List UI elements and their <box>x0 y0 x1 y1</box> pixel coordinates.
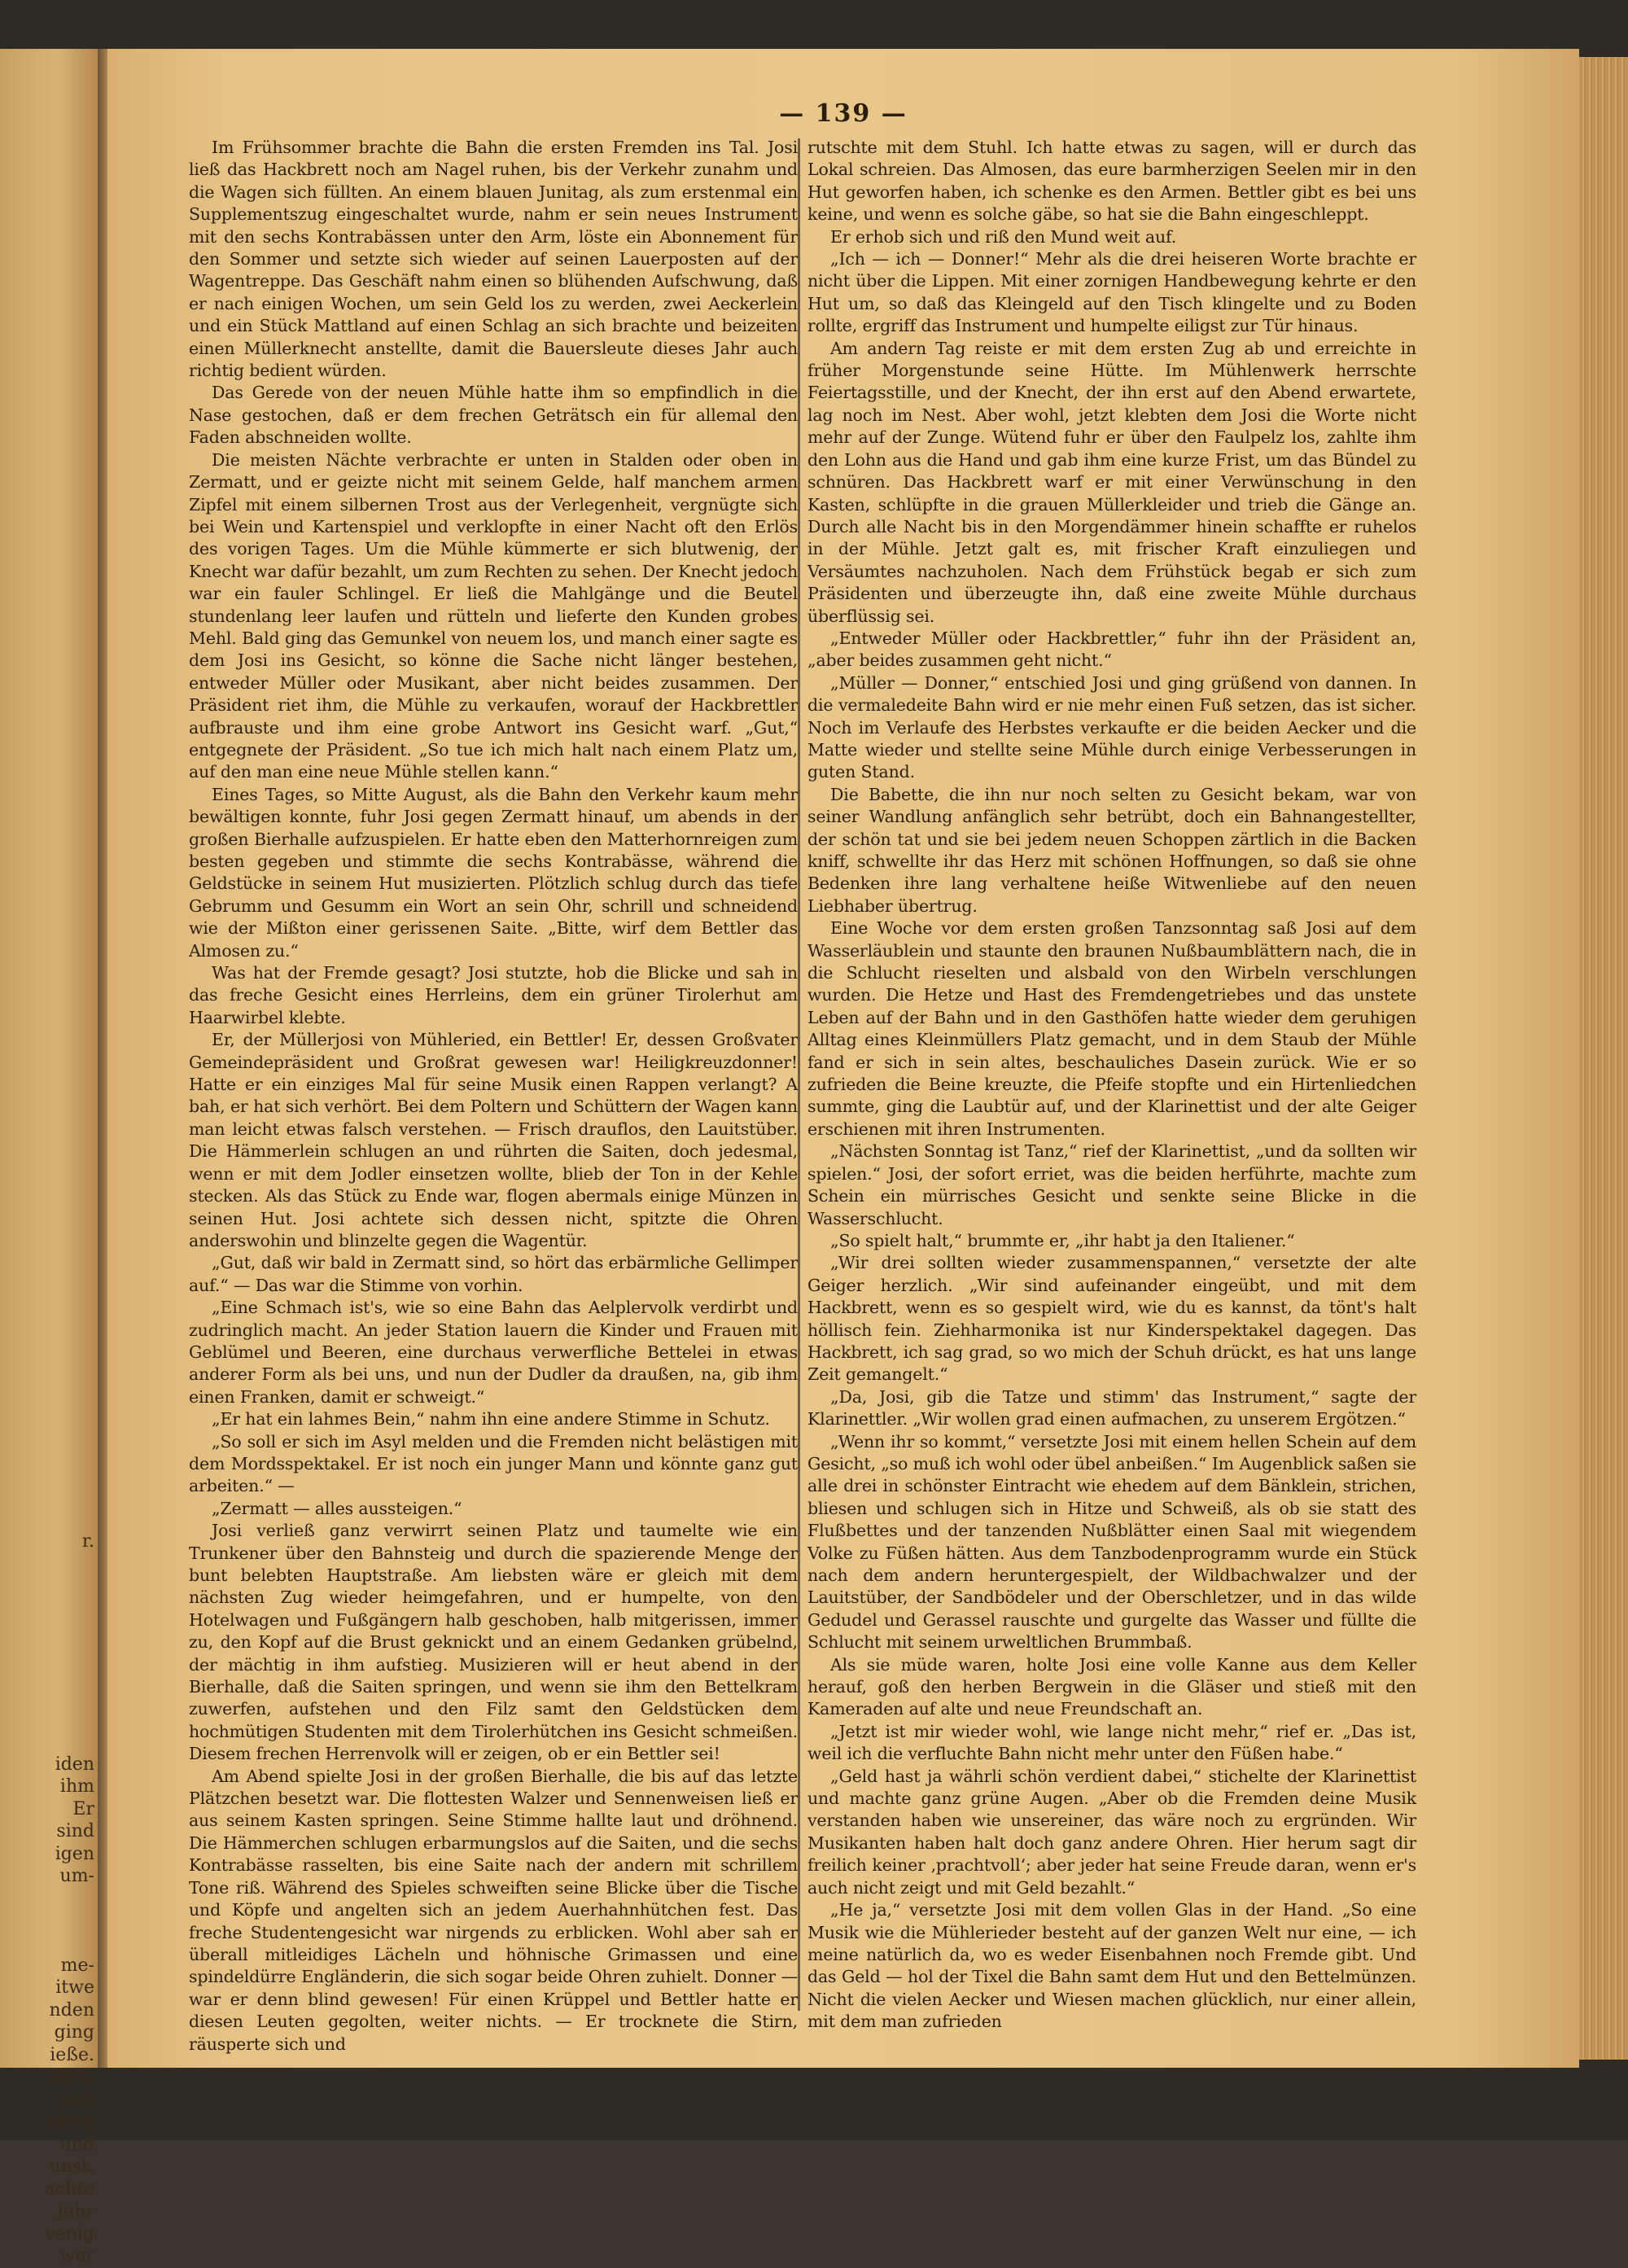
left-fragment: Jahr <box>56 2201 94 2222</box>
paragraph: „Gut, daß wir bald in Zermatt sind, so hört das erbärmliche Gellimper auf.“ — Das war die Stimme von vorhin. <box>189 1253 798 1295</box>
paragraph: „He ja,“ versetzte Josi mit dem vollen Glas in der Hand. „So eine Musik wie die Mühlerieder besteht auf der ganzen Welt nur eine, — ich meine natürlich da, wo es weder Eisenbahnen noch Fremde gibt. Und das Geld — hol der Tixel die Bahn samt dem Hut und den Bettelmünzen. Nicht die vielen Aecker und Wiesen machen glücklich, nur einer allein, mit dem man zufrieden <box>807 1900 1416 2032</box>
paragraph: Am Abend spielte Josi in der großen Bierhalle, die bis auf das letzte Plätzchen besetzt war. Die flottesten Walzer und Sennenweisen ließ er aus seinem Kasten springen. Seine Stimme hallte laut und dröhnend. Die Hämmerchen schlugen erbarmungslos auf die Saiten, und die sechs Kontrabässe rasselten, bis eine Saite nach der andern mit schrillem Tone riß. Während des Spieles schweiften seine Blicke über die Tische und Köpfe und angelten sich an jedem Auerhahnhütchen fest. Das freche Studentengesicht war nirgends zu erblicken. Wohl aber sah er überall mitleidiges Lächeln und höhnische Grimassen und eine spindeldürre Engländerin, die sich sogar beide Ohren zuhielt. Donner — war er denn blind gewesen! Für einen Krüppel und Bettler hatte er diesen Leuten gegolten, weiter nichts. — Er trocknete die Stirn, räusperte sich und <box>189 1766 798 2054</box>
paragraph: „Eine Schmach ist's, wie so eine Bahn das Aelplervolk verdirbt und zudringlich macht. An jeder Station lauern die Kinder und Frauen mit Geblümel und Beeren, eine durchaus verwerfliche Bettelei in etwas anderer Form als bei uns, und nun der Dudler da draußen, na, gib ihm einen Franken, damit er schweigt.“ <box>189 1298 798 1407</box>
paragraph: Die Babette, die ihn nur noch selten zu Gesicht bekam, war von seiner Wandlung anfänglich sehr betrübt, doch ein Bahnangestellter, der schön tat und sie bei jedem neuen Schoppen zärtlich in die Backen kniff, schwellte ihr das Herz mit schönen Hoffnungen, so daß sie ohne Bedenken ihre lang verhaltene heiße Witwenliebe auf den neuen Liebhaber übertrug. <box>807 784 1416 916</box>
paragraph: Als sie müde waren, holte Josi eine volle Kanne aus dem Keller herauf, goß den herben Bergwein in die Gläser und stieß mit den Kameraden auf alte und neue Freundschaft an. <box>807 1654 1416 1719</box>
paragraph: „Geld hast ja währli schön verdient dabei,“ stichelte der Klarinettist und machte ganz grüne Augen. „Aber ob die Fremden deine Musik verstanden haben wie unsereiner, das wäre noch zu ergründen. Wir Musikanten haben halt doch ganz andere Ohren. Hier herum sagt dir freilich keiner ‚prachtvoll‘; aber jeder hat seine Freude daran, wenn er's auch nicht zeigt und mit Geld bezahlt.“ <box>807 1766 1416 1898</box>
paragraph: Er, der Müllerjosi von Mühleried, ein Bettler! Er, dessen Großvater Gemeindepräsident und Großrat gewesen war! Heiligkreuzdonner! Hatte er ein einziges Mal für seine Musik einen Rappen verlangt? A bah, er hat sich verhört. Bei dem Poltern und Schüttern der Wagen kann man leicht etwas falsch verstehen. — Frisch drauflos, den Lauitstüber. Die Hämmerlein schlugen an und rührten die Saiten, doch jedesmal, wenn er mit dem Jodler einsetzen wollte, blieb der Ton in der Kehle stecken. Als das Stück zu Ende war, flogen abermals einige Münzen in seinen Hut. Josi achtete sich dessen nicht, spitzte die Ohren anderswohin und blinzelte gegen die Wagentür. <box>189 1030 798 1250</box>
left-fragment: achte <box>44 2178 94 2200</box>
left-fragment: glein <box>49 2067 94 2087</box>
left-fragment: nften <box>46 2112 94 2132</box>
paragraph: „Ich — ich — Donner!“ Mehr als die drei heiseren Worte brachte er nicht über die Lippen. Mit einer zornigen Handbewegung kehrte er den Hut um, so daß das Kleingeld auf den Tisch klingelte und zu Boden rollte, ergriff das Instrument und humpelte eiligst zur Tür hinaus. <box>807 249 1416 336</box>
left-fragment: itwe <box>55 1977 94 1998</box>
paragraph: Eines Tages, so Mitte August, als die Bahn den Verkehr kaum mehr bewältigen konnte, fuhr Josi gegen Zermatt hinauf, um abends in der großen Bierhalle aufzuspielen. Er hatte eben den Matterhornreigen zum besten gegeben und stimmte die sechs Kontrabässe, während die Geldstücke in seinem Hut musizierten. Plötzlich schlug durch das tiefe Gebrumm und Gesumm ein Wort an sein Ohr, schrill und schneidend wie der Mißton einer gerissenen Saite. „Bitte, wirf dem Bettler das Almosen zu.“ <box>189 784 798 961</box>
left-fragment: und <box>59 2134 94 2155</box>
text-column-right <box>807 137 1416 2034</box>
left-fragment: nden <box>49 1999 94 2021</box>
left-fragment: wer <box>59 2246 94 2266</box>
left-fragment: ging <box>54 2022 94 2043</box>
left-fragment: r. <box>81 1531 94 1552</box>
paragraph: „Wenn ihr so kommt,“ versetzte Josi mit einem hellen Schein auf dem Gesicht, „so muß ich wohl oder übel anbeißen.“ Im Augenblick saßen sie alle drei in schönster Eintracht wie ehedem auf dem Bänklein, strichen, bliesen und schlugen sich in Hitze und Schweiß, als ob sie statt des Flußbettes und der tanzenden Nußblätter einen Saal mit wiegendem Volke zu Füßen hätten. Aus dem Tanzbodenprogramm wurde ein Stück nach dem andern heruntergespielt, der Wildbachwalzer und der Lauitstüber, der Sandbödeler und der Oberschletzer, und in das wilde Gedudel und Gerassel rauschte und gurgelte das Wasser und füllte die Schlucht mit seinem urweltlichen Brummbaß. <box>807 1431 1416 1653</box>
left-fragment: um- <box>59 1866 94 1886</box>
paragraph: „So spielt halt,“ brummte er, „ihr habt ja den Italiener.“ <box>830 1230 1295 1250</box>
paragraph: „Wir drei sollten wieder zusammenspannen,“ versetzte der alte Geiger herzlich. „Wir sind aufeinander eingeübt, und mit dem Hackbrett, wenn es so gespielt wird, wie du es kannst, da tönt's halt höllisch fein. Ziehharmonika ist nur Kinderspektakel dagegen. Das Hackbrett, ich sag grad, so wo mich der Schuh drückt, es hat uns lange Zeit gemangelt.“ <box>807 1253 1416 1385</box>
left-fragment: ihm <box>59 1776 94 1797</box>
paragraph: Eine Woche vor dem ersten großen Tanzsonntag saß Josi auf dem Wasserläublein und staunte den braunen Nußbaumblättern nach, die in die Schlucht rieselten und alsbald von den Wirbeln verschlungen wurden. Die Hetze und Hast des Fremdengetriebes und das unstete Leben auf der Bahn und in den Gasthöfen hatte wieder dem geruhigen Alltag eines Kleinmüllers Platz gemacht, und in dem Staub der Mühle fand er sich in sein altes, beschauliches Dasein zurück. Wie er so zufrieden die Beine kreuzte, die Pfeife stopfte und ein Hirtenliedchen summte, ging die Laubtür auf, und der Klarinettist und der alte Geiger erschienen mit ihren Instrumenten. <box>807 918 1416 1139</box>
paragraph: rutschte mit dem Stuhl. Ich hatte etwas zu sagen, will er durch das Lokal schreien. Das Almosen, das eure barmherzigen Seelen mir in den Hut geworfen haben, ich schenke es den Armen. Bettler gibt es bei uns keine, und wenn es solche gäbe, so hat sie die Bahn eingeschleppt. <box>807 138 1416 225</box>
column-divider <box>798 138 800 2011</box>
paragraph: „Zermatt — alles aussteigen.“ <box>212 1498 462 1518</box>
book-gutter <box>98 49 107 2068</box>
page-stack-edge <box>1579 57 1628 2060</box>
paragraph: Im Frühsommer brachte die Bahn die ersten Fremden ins Tal. Josi ließ das Hackbrett noch am Nagel ruhen, bis der Verkehr zunahm und die Wagen sich füllten. An einem blauen Junitag, als zum erstenmal ein Supplementszug eingeschaltet wurde, nahm er sein neues Instrument mit den sechs Kontrabässen unter den Arm, löste ein Abonnement für den Sommer und setzte sich wieder auf seinen Lauerposten auf der Wagentreppe. Das Geschäft nahm einen so blühenden Aufschwung, daß er nach einigen Wochen, um sein Geld los zu werden, zwei Aeckerlein und ein Stück Mattland auf einen Schlag an sich brachte und beizeiten einen Müllerknecht anstellte, damit die Bauersleute dieses Jahr auch richtig bedient würden. <box>189 138 798 381</box>
paragraph: Er erhob sich und riß den Mund weit auf. <box>830 226 1177 247</box>
paragraph: „Müller — Donner,“ entschied Josi und ging grüßend von dannen. In die vermaledeite Bahn wird er nie mehr einen Fuß setzen, das ist sicher. Noch im Verlaufe des Herbstes verkaufte er die beiden Aecker und die Matte wieder und stellte seine Mühle durch einige Verbesserungen in guten Stand. <box>807 672 1416 782</box>
paragraph: Die meisten Nächte verbrachte er unten in Stalden oder oben in Zermatt, und er geizte nicht mit seinem Gelde, half manchem armen Zipfel mit einem silbernen Trost aus der Verlegenheit, vergnügte sich bei Wein und Kartenspiel und verklopfte in einer Nacht oft den Erlös des vorigen Tages. Um die Mühle kümmerte er sich blutwenig, der Knecht war dafür bezahlt, um zum Rechten zu sehen. Der Knecht jedoch war ein fauler Schlingel. Er ließ die Mahlgänge und die Beutel stundenlang leer laufen und rütteln und lieferte den Kunden grobes Mehl. Bald ging das Gemunkel von neuem los, und manch einer sagte es dem Josi ins Gesicht, so könne die Sache nicht länger bestehen, entweder Müller oder Musikant, aber nicht beides zusammen. Der Präsident riet ihm, die Mühle zu verkaufen, worauf der Hackbrettler aufbrauste und ihm eine grobe Antwort ins Gesicht warf. „Gut,“ entgegnete der Präsident. „So tue ich mich halt nach einem Platz um, auf den man eine neue Mühle stellen kann.“ <box>189 449 798 782</box>
left-fragment: iden <box>55 1754 94 1775</box>
book-page <box>107 49 1579 2068</box>
paragraph: „Jetzt ist mir wieder wohl, wie lange nicht mehr,“ rief er. „Das ist, weil ich die verfluchte Bahn nicht mehr unter den Füßen habe.“ <box>807 1721 1416 1764</box>
left-fragment: ieße. <box>50 2044 94 2065</box>
paragraph: Josi verließ ganz verwirrt seinen Platz und taumelte wie ein Trunkener über den Bahnsteig und durch die spazierende Menge der bunt belebten Hauptstraße. Am liebsten wäre er gleich mit dem nächsten Zug wieder heimgefahren, und er humpelte, von den Hotelwagen und Fußgängern halb geschoben, halb mitgerissen, immer zu, den Kopf auf die Brust geknickt und an einem Gedanken grübelnd, der mächtig in ihm aufstieg. Musizieren will er heut abend in der Bierhalle, daß die Saiten springen, und wenn sie ihm den Bettelkram zuwerfen, aufstehen und den Filz samt den Geldstücken dem hochmütigen Studenten mit dem Tirolerhütchen ins Gesicht schmeißen. Diesem frechen Herrenvolk will er zeigen, ob er ein Bettler sei! <box>189 1521 798 1764</box>
left-fragment: igen <box>55 1843 94 1864</box>
left-page-edge <box>0 49 98 2266</box>
paragraph: „Nächsten Sonntag ist Tanz,“ rief der Klarinettist, „und da sollten wir spielen.“ Josi, der sofort erriet, was die beiden herführte, machte zum Schein ein mürrisches Gesicht und senkte seine Blicke in die Wasserschlucht. <box>807 1141 1416 1228</box>
left-fragment: unst. <box>49 2156 94 2177</box>
paragraph: Was hat der Fremde gesagt? Josi stutzte, hob die Blicke und sah in das freche Gesicht eines Herrleins, dem ein grüner Tirolerhut am Haarwirbel klebte. <box>189 963 798 1027</box>
page-number: — 139 — <box>779 99 908 128</box>
left-fragment: me- <box>60 1955 94 1976</box>
paragraph: „Da, Josi, gib die Tatze und stimm' das Instrument,“ sagte der Klarinettler. „Wir wollen grad einen aufmachen, zu unserem Ergötzen.“ <box>807 1386 1416 1430</box>
paragraph: „Er hat ein lahmes Bein,“ nahm ihn eine andere Stimme in Schutz. <box>212 1409 770 1430</box>
left-page-text-fragments <box>5 1530 94 2268</box>
paragraph: Das Gerede von der neuen Mühle hatte ihm so empfindlich in die Nase gestochen, daß er dem frechen Geträtsch ein für allemal den Faden abschneiden wollte. <box>189 383 798 448</box>
paragraph: „Entweder Müller oder Hackbrettler,“ fuhr ihn der Präsident an, „aber beides zusammen geht nicht.“ <box>807 628 1416 671</box>
left-fragment: Er <box>72 1798 94 1819</box>
left-fragment: und <box>59 2089 94 2110</box>
left-fragment: venig <box>45 2223 94 2244</box>
left-fragment: sind <box>56 1821 94 1841</box>
paragraph: „So soll er sich im Asyl melden und die Fremden nicht belästigen mit dem Mordsspektakel. Er ist noch ein junger Mann und könnte ganz gut arbeiten.“ — <box>189 1431 798 1496</box>
paragraph: Am andern Tag reiste er mit dem ersten Zug ab und erreichte in früher Morgenstunde seine Hütte. Im Mühlenwerk herrschte Feiertagsstille, und der Knecht, der ihn erst auf den Abend erwartete, lag noch im Nest. Aber wohl, jetzt klebten dem Josi die Worte nicht mehr auf der Zunge. Wütend fuhr er über den Faulpelz los, zahlte ihm den Lohn aus die Hand und gab ihm eine kurze Frist, um das Bündel zu schnüren. Das Hackbrett warf er mit einer Verwünschung in den Kasten, schlüpfte in die grauen Müllerkleider und trieb die Gänge an. Durch alle Nacht bis in den Morgendämmer hinein schaffte er ruhelos in der Mühle. Jetzt galt es, mit frischer Kraft einzuliegen und Versäumtes nachzuholen. Nach dem Frühstück begab er sich zum Präsidenten und überzeugte ihn, daß eine zweite Mühle durchaus überflüssig sei. <box>807 338 1416 626</box>
text-column-left <box>189 137 798 2056</box>
